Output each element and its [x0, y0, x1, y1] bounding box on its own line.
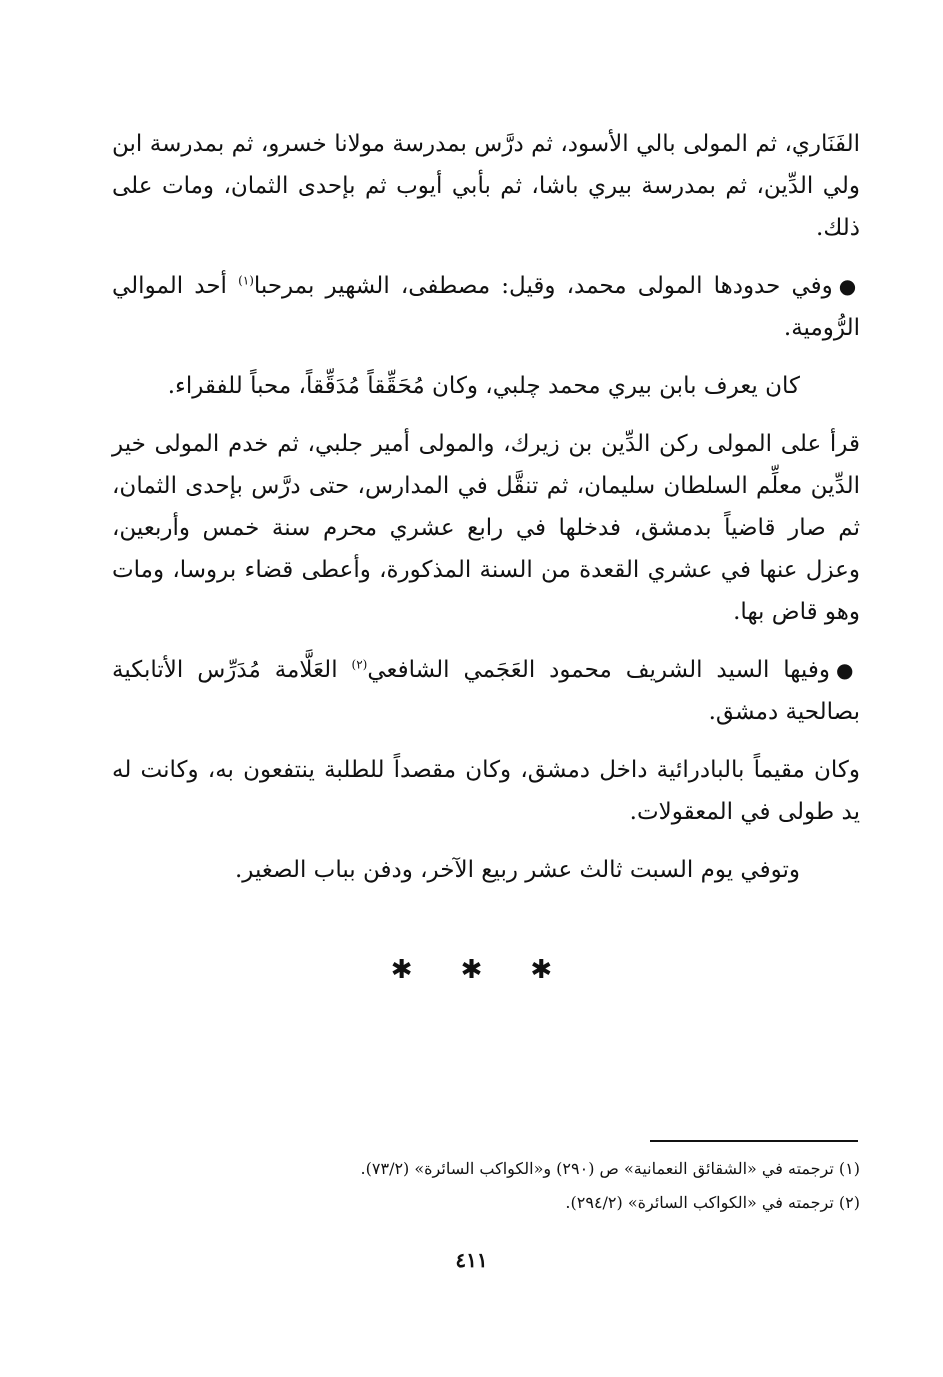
footnote-2: (٢) ترجمته في «الكواكب السائرة» (٢٩٤/٢).: [565, 1193, 860, 1212]
paragraph-5-entry: [112, 649, 860, 733]
footnotes: [112, 1152, 860, 1220]
paragraph-2-text: وفي حدودها المولى محمد، وقيل: مصطفى، الشهير بمرحبا: [253, 273, 833, 299]
paragraph-3: كان يعرف بابن بيري محمد چلبي، وكان مُحَقِّقاً مُدَقِّقاً، محباً للفقراء.: [167, 373, 800, 399]
page-number: ٤١١: [455, 1248, 488, 1272]
paragraph-6: وكان مقيماً بالبادرائية داخل دمشق، وكان مقصداً للطلبة ينتفعون به، وكانت له يد طولى في المعقولات.: [112, 757, 860, 825]
paragraph-7: وتوفي يوم السبت ثالث عشر ربيع الآخر، ودفن بباب الصغير.: [234, 857, 800, 883]
bullet-icon: ●: [838, 274, 861, 298]
star-icon: ✱: [460, 955, 483, 985]
paragraph-2-text-end: أحد الموالي الرُّومية.: [112, 273, 860, 341]
paragraph-4-text: قرأ على المولى ركن الدِّين بن زيرك، والمولى أمير جلبي، ثم خدم المولى خير الدِّين معلِّم السلطان سليمان، ثم تنقَّل في المدارس، حتى درَّس بإحدى الثمان، ثم صار قاضياً بدمشق، فدخلها في رابع عشري محرم سنة خمس وأربعين، وعزل عنها في عشري القعدة من السنة المذكورة، وأعطى قضاء بروسا، ومات وهو قاض بها.: [112, 431, 860, 625]
footnote-divider: [650, 1140, 858, 1142]
footnote-ref-1: (١): [238, 273, 254, 288]
star-icon: ✱: [530, 955, 553, 985]
footnote-1: (١) ترجمته في «الشقائق النعمانية» ص (٢٩٠) و«الكواكب السائرة» (٧٣/٢).: [360, 1159, 860, 1178]
section-separator: [0, 955, 943, 985]
paragraph-5-text-end: العَلَّامة مُدَرِّس الأتابكية بصالحية دمشق.: [112, 657, 860, 725]
paragraph-5-text: وفيها السيد الشريف محمود العَجَمي الشافعي: [367, 657, 830, 683]
paragraph-2-entry: [112, 265, 860, 349]
star-icon: ✱: [390, 955, 413, 985]
bullet-icon: ●: [835, 658, 860, 682]
paragraph-4: [112, 423, 860, 633]
footnote-ref-2: (٢): [351, 657, 368, 672]
main-text-block: [112, 123, 860, 907]
paragraph-1: الفَنَاري، ثم المولى بالي الأسود، ثم درَّس بمدرسة مولانا خسرو، ثم بمدرسة ابن ولي الدِّين، ثم بمدرسة بيري باشا، ثم بأبي أيوب ثم بإحدى الثمان، ومات على ذلك.: [112, 131, 860, 241]
